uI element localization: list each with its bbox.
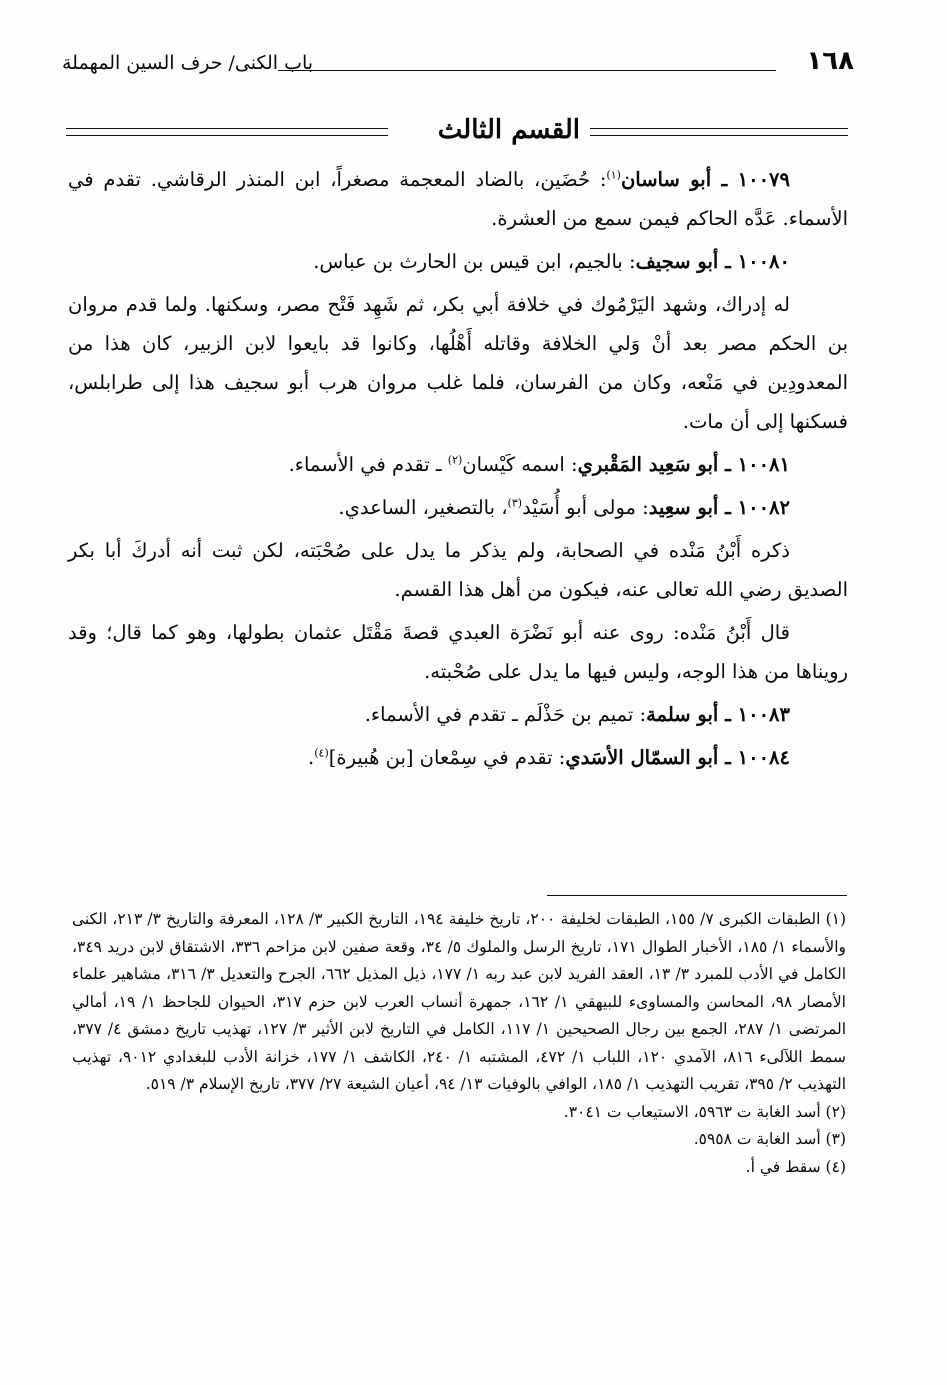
entry-heading: ١٠٠٨٢ ـ أبو سعِيد <box>648 496 790 519</box>
footnote-separator <box>547 895 847 896</box>
footnote-3: (٣) أسد الغابة ت ٥٩٥٨. <box>693 1130 846 1148</box>
entry-10079 <box>68 160 848 238</box>
entry-text: : اسمه كَيْسان <box>462 453 578 476</box>
entry-heading: ١٠٠٨٤ ـ أبو السمّال الأسَدي <box>565 746 790 769</box>
entry-text: : تقدم في سِمْعان [بن هُبيرة] <box>328 746 566 769</box>
footnote-4: (٤) سقط في أ. <box>745 1157 846 1176</box>
entry-10080-paragraph: له إدراك، وشهد اليَرْمُوك في خلافة أبي بكر، ثم شَهِد فَتْح مصر، وسكنها. ولما قدم مروان بن الحكم مصر بعد أنْ وَلي الخلافة وقاتله أَهْلُها، وكانوا قد بايعوا لابن الزبير، كان هذا من المعدودِين في مَنْعه، وكان من الفرسان، فلما غلب مروان هرب أبو سجيف هذا إلى طرابلس، فسكنها إلى أن مات. <box>68 293 848 433</box>
entry-text: . <box>308 746 315 769</box>
entry-10084 <box>68 738 848 777</box>
footnote-ref: (٢) <box>447 453 463 467</box>
footnotes <box>72 906 846 1181</box>
entry-10082-paragraph-1: ذكره أَبْنُ مَنْده في الصحابة، ولم يذكر ما يدل على صُحْبَته، لكن ثبت أنه أدركَ أبا بكر الصديق رضي الله تعالى عنه، فيكون من أهل هذا القسم. <box>68 539 848 601</box>
entry-10083 <box>68 695 848 734</box>
entry-text: : بالجيم، ابن قيس بن الحارث بن عباس. <box>313 250 636 273</box>
footnote-1: (١) الطبقات الكبرى ٧/ ١٥٥، الطبقات لخليفة ٢٠٠، تاريخ خليفة ١٩٤، التاريخ الكبير ٣/ ١٢٨، المعرفة والتاريخ ٣/ ٢١٣، الكنى والأسماء ١/ ١٨٥، الأخبار الطوال ١٧١، تاريخ الرسل والملوك ٥/ ٣٤، وقعة صفين لابن مزاحم ٣٣٦، الاشتقاق لابن دريد ٣٤٩، الكامل في الأدب للمبرد ٣/ ١٣، العقد الفريد لابن عبد ربه ١/ ١٧٧، ذيل المذيل ٦٦٢، الجرح والتعديل ٣/ ٣١٦، مشاهير علماء الأمصار ٩٨، المحاسن والمساوىء للبيهقي ١/ ١٦٢، جمهرة أنساب العرب لابن حزم ٣١٧، الحيوان للجاحظ ١/ ١٩، أمالي المرتضى ١/ ٢٨٧، الجمع بين رجال الصحيحين ١/ ١١٧، الكامل في التاريخ لابن الأثير ٣/ ١٢٧، تهذيب تاريخ دمشق ٤/ ٣٧٧، سمط اللآلىء ٨١٦، الآمدي ١٢٠، اللباب ١/ ٤٧٢، المشتبه ١/ ٢٤٠، الكاشف ١/ ١٧٧، خزانة الأدب للبغدادي ٩٠١٢، تهذيب التهذيب ٢/ ٣٩٥، تقريب التهذيب ١/ ١٨٥، الوافي بالوفيات ١٣/ ٩٤، أعيان الشيعة ٢٧/ ٣٧٧، تاريخ الإسلام ٣/ ٥١٩. <box>72 910 847 1093</box>
entry-text: : حُضَين، بالضاد المعجمة مصغراً، ابن المنذر الرقاشي. تقدم في الأسماء. عَدَّه الحاكم فيمن سمع من العشرة. <box>68 168 848 230</box>
entry-text: : مولى أبو أُسَيْد <box>522 496 649 519</box>
heading-rule-right <box>590 128 848 136</box>
footnote-ref: (١) <box>606 168 621 182</box>
page-number: ١٦٨ <box>806 46 854 76</box>
entry-text: : تميم بن حَذْلَم ـ تقدم في الأسماء. <box>364 703 647 726</box>
main-text <box>68 160 848 781</box>
entry-10082 <box>68 488 848 527</box>
page-header <box>62 46 854 80</box>
footnote-2: (٢) أسد الغابة ت ٥٩٦٣، الاستيعاب ت ٣٠٤١. <box>563 1102 846 1121</box>
entry-10082-paragraph-2: قال أَبْنُ مَنْده: روى عنه أبو نَضْرَة العبدي قصةَ مَقْتَل عثمان بطولها، وهو كما قال؛ وقد رويناها من هذا الوجه، وليس فيها ما يدل على صُحْبته. <box>68 621 848 683</box>
footnote-ref: (٣) <box>507 496 523 510</box>
entry-10081 <box>68 445 848 484</box>
entry-heading: ١٠٠٨٠ ـ أبو سجيف <box>635 250 790 273</box>
entry-text: ، بالتصغير، الساعدي. <box>338 496 508 519</box>
header-rule <box>278 70 776 71</box>
heading-rule-left <box>66 128 388 136</box>
entry-heading: ١٠٠٨١ ـ أبو سَعِيد المَقْبري <box>577 453 790 476</box>
footnote-ref: (٤) <box>314 746 329 760</box>
entry-heading: ١٠٠٨٣ ـ أبو سلمة <box>646 703 790 726</box>
entry-text: ـ تقدم في الأسماء. <box>288 453 448 476</box>
section-title: القسم الثالث <box>437 115 580 145</box>
running-title: باب الكنى/ حرف السين المهملة <box>62 52 314 74</box>
section-heading <box>66 112 848 152</box>
entry-heading: ١٠٠٧٩ ـ أبو ساسان <box>620 168 790 191</box>
entry-10080 <box>68 242 848 281</box>
